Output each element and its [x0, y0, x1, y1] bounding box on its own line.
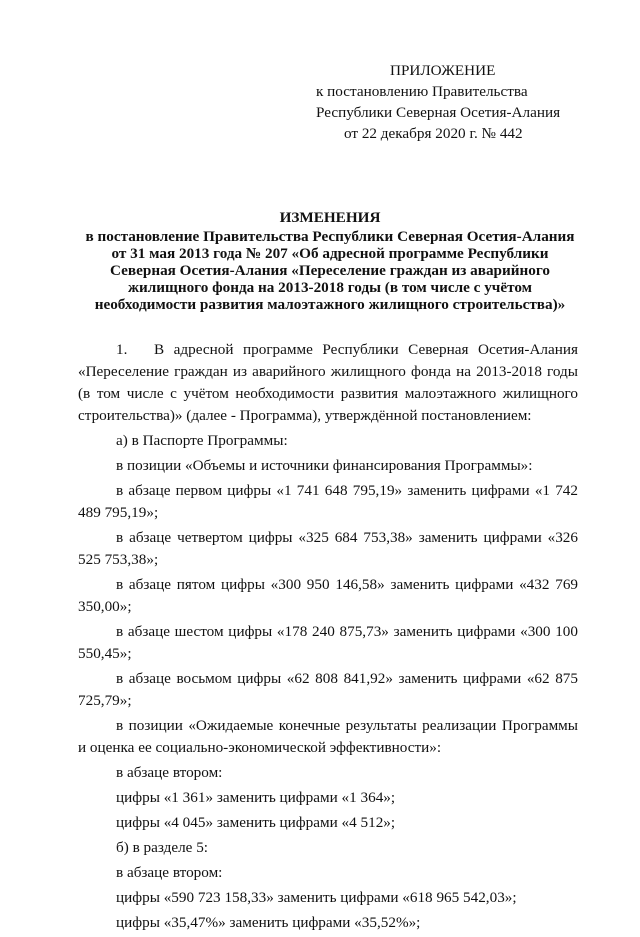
paragraph-repl3: цифры «590 723 158,33» заменить цифрами «618 965 542,03»;	[116, 889, 517, 906]
item-1-text: В адресной программе Республики Северная Осетия-Алания «Переселение граждан из аварийного жилищного фонда на 2013-2018 годы (в том числе с учётом необходимости развития малоэтажного жилищного строительства)» (далее - Программа), утверждённой постановлением:	[78, 341, 578, 424]
appendix-title: ПРИЛОЖЕНИЕ	[390, 62, 496, 79]
paragraph-results: в позиции «Ожидаемые конечные результаты реализации Программы и оценка ее социально-экономической эффективности»:	[78, 717, 578, 756]
paragraph-abz8: в абзаце восьмом цифры «62 808 841,92» заменить цифрами «62 875 725,79»;	[78, 670, 578, 709]
paragraph-abz2-b: в абзаце втором:	[116, 864, 223, 881]
paragraph-a: а) в Паспорте Программы:	[116, 432, 288, 449]
document-heading	[80, 209, 580, 313]
heading-line: необходимости развития малоэтажного жилищного строительства)»	[94, 296, 566, 313]
appendix-block	[316, 60, 586, 144]
heading-title: ИЗМЕНЕНИЯ	[279, 209, 381, 226]
paragraph-repl1: цифры «1 361» заменить цифрами «1 364»;	[116, 789, 396, 806]
appendix-line-2: Республики Северная Осетия-Алания	[316, 104, 561, 121]
paragraph-abz1: в абзаце первом цифры «1 741 648 795,19» заменить цифрами «1 742 489 795,19»;	[78, 482, 578, 521]
paragraph-b: б) в разделе 5:	[116, 839, 209, 856]
paragraph-abz6: в абзаце шестом цифры «178 240 875,73» заменить цифрами «300 100 550,45»;	[78, 623, 578, 662]
appendix-line-3: от 22 декабря 2020 г. № 442	[344, 125, 523, 142]
paragraph-abz2-a: в абзаце втором:	[116, 764, 223, 781]
paragraph-repl4: цифры «35,47%» заменить цифрами «35,52%»;	[116, 914, 421, 931]
paragraph-repl2: цифры «4 045» заменить цифрами «4 512»;	[116, 814, 396, 831]
item-number: 1.	[116, 341, 128, 358]
appendix-line-1: к постановлению Правительства	[316, 83, 528, 100]
paragraph-item-1	[78, 339, 578, 427]
paragraph-abz5: в абзаце пятом цифры «300 950 146,58» заменить цифрами «432 769 350,00»;	[78, 576, 578, 615]
heading-line: Северная Осетия-Алания «Переселение граждан из аварийного	[110, 262, 550, 279]
heading-line: от 31 мая 2013 года № 207 «Об адресной программе Республики	[111, 245, 549, 262]
heading-line: в постановление Правительства Республики Северная Осетия-Алания	[85, 228, 575, 245]
document-body	[78, 339, 578, 937]
paragraph-abz4: в абзаце четвертом цифры «325 684 753,38» заменить цифрами «326 525 753,38»;	[78, 529, 578, 568]
heading-line: жилищного фонда на 2013-2018 годы (в том числе с учётом	[127, 279, 533, 296]
paragraph-volumes: в позиции «Объемы и источники финансирования Программы»:	[116, 457, 533, 474]
